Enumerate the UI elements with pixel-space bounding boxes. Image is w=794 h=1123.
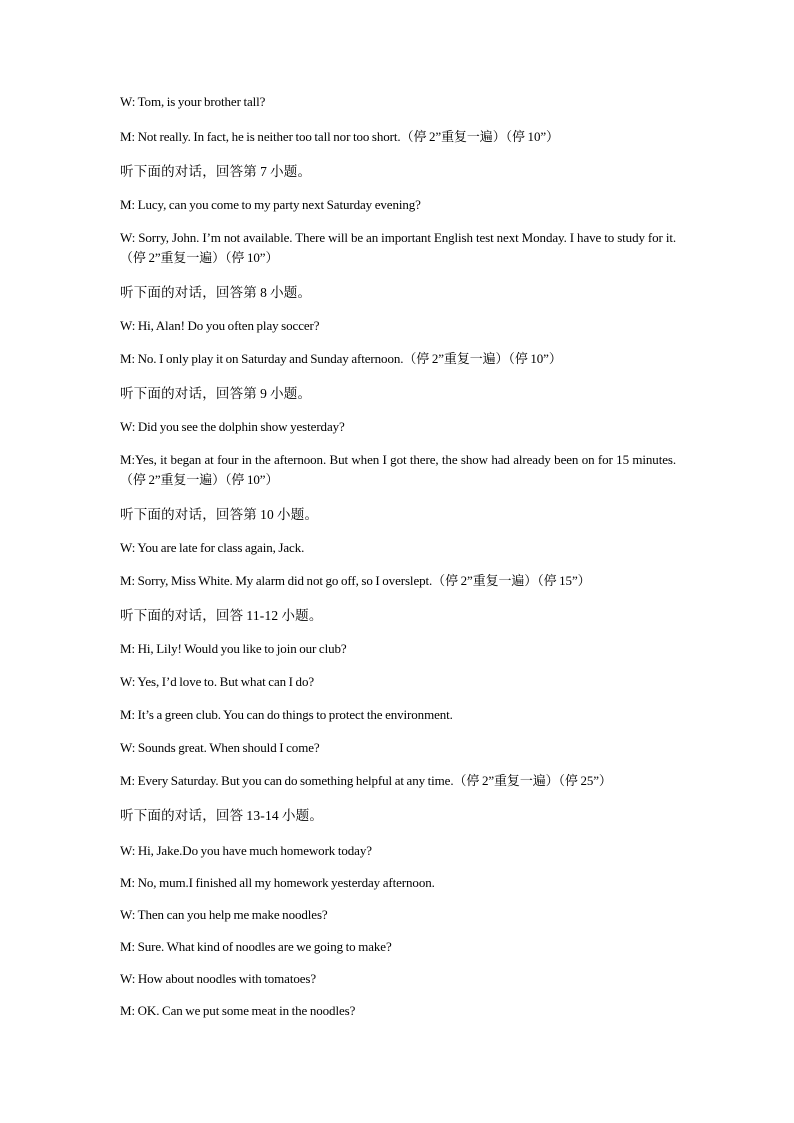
dialogue-line: M: No, mum.I finished all my homework yesterday afternoon. — [120, 875, 435, 890]
section-instruction: 听下面的对话，回答第 10 小题。 — [120, 507, 319, 522]
section-instruction: 听下面的对话，回答第 7 小题。 — [120, 164, 312, 179]
dialogue-line: M: Lucy, can you come to my party next Saturday evening? — [120, 197, 421, 212]
section-instruction: 听下面的对话，回答 11-12 小题。 — [120, 608, 323, 623]
dialogue-line: W: Tom, is your brother tall? — [120, 94, 266, 109]
dialogue-line: M: OK. Can we put some meat in the noodles? — [120, 1003, 356, 1018]
dialogue-line: W: Yes, I’d love to. But what can I do? — [120, 674, 315, 689]
dialogue-line: M: It’s a green club. You can do things to protect the environment. — [120, 707, 453, 722]
section-instruction: 听下面的对话，回答第 9 小题。 — [120, 386, 312, 401]
dialogue-line: W: Hi, Jake.Do you have much homework today? — [120, 843, 372, 858]
dialogue-line: M: No. I only play it on Saturday and Sunday afternoon.（停 2”重复一遍）（停 10”） — [120, 351, 562, 366]
transcript-body — [120, 92, 676, 1021]
dialogue-line: M: Hi, Lily! Would you like to join our club? — [120, 641, 347, 656]
dialogue-line: M: Not really. In fact, he is neither too tall nor too short.（停 2”重复一遍）（停 10”） — [120, 129, 559, 144]
section-instruction: 听下面的对话，回答第 8 小题。 — [120, 285, 312, 300]
dialogue-line: M: Sorry, Miss White. My alarm did not go off, so I overslept.（停 2”重复一遍）（停 15”） — [120, 573, 591, 588]
dialogue-line: M:Yes, it began at four in the afternoon. But when I got there, the show had already been on for 15 minutes.（停 2”重复一遍）（停 10”） — [120, 452, 676, 487]
dialogue-line: W: How about noodles with tomatoes? — [120, 971, 317, 986]
dialogue-line: W: Did you see the dolphin show yesterday? — [120, 419, 345, 434]
dialogue-line: M: Sure. What kind of noodles are we going to make? — [120, 939, 392, 954]
dialogue-line: W: Hi, Alan! Do you often play soccer? — [120, 318, 320, 333]
dialogue-line: W: You are late for class again, Jack. — [120, 540, 305, 555]
section-instruction: 听下面的对话，回答 13-14 小题。 — [120, 808, 324, 823]
dialogue-line: W: Then can you help me make noodles? — [120, 907, 328, 922]
dialogue-line: W: Sorry, John. I’m not available. There will be an important English test next Monday. I have to study for it.（停 2”重复一遍）（停 10”） — [120, 230, 676, 265]
dialogue-line: M: Every Saturday. But you can do something helpful at any time.（停 2”重复一遍）（停 25”） — [120, 773, 612, 788]
dialogue-line: W: Sounds great. When should I come? — [120, 740, 320, 755]
